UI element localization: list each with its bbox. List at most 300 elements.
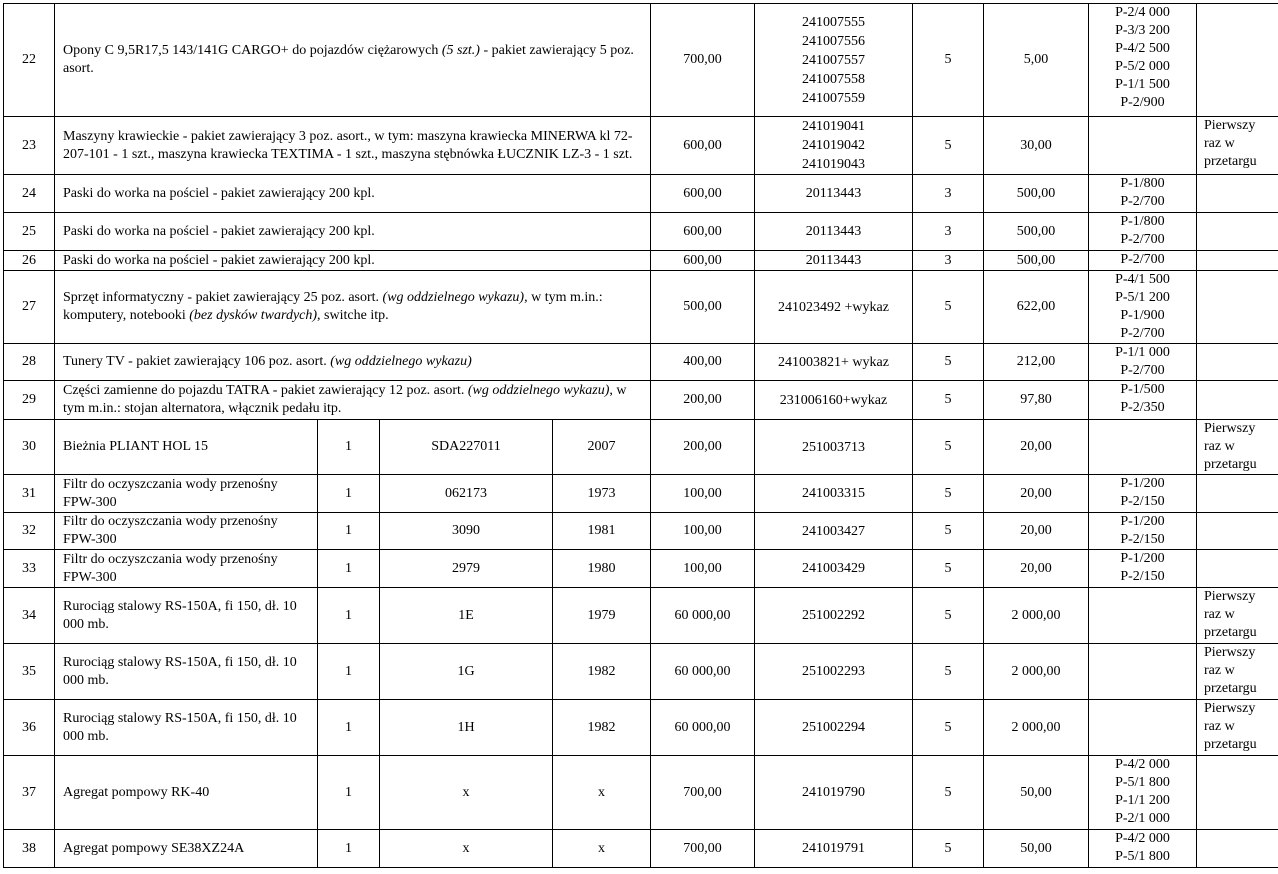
inventory-number-cell: [755, 588, 913, 644]
deposit-cell: [984, 644, 1089, 700]
table-row: [4, 175, 1278, 213]
item-number: 37: [22, 784, 36, 800]
bid-entry: P-5/1 200: [1115, 290, 1170, 305]
inventory-number-cell: [755, 513, 913, 550]
serial-number: SDA227011: [431, 439, 501, 454]
production-year-cell: [553, 550, 651, 588]
table-row: [4, 117, 1278, 175]
serial-number-cell: [380, 420, 553, 475]
category-cell: [913, 700, 984, 756]
inventory-number: 251003713: [802, 439, 865, 455]
item-number-cell: [4, 513, 55, 550]
production-year: 2007: [587, 439, 616, 454]
item-description-cell: [55, 830, 318, 868]
price-cell: [651, 4, 755, 117]
item-description: (wg oddzielnego wykazu): [330, 354, 472, 369]
production-year-cell: [553, 513, 651, 550]
item-number-cell: [4, 344, 55, 381]
item-description-cell: [55, 381, 651, 420]
item-number: 30: [22, 439, 36, 454]
category-cell: [913, 756, 984, 830]
bid-entry: P-1/800: [1120, 214, 1165, 229]
table-row: [4, 830, 1278, 868]
category-cell: [913, 550, 984, 588]
item-description-cell: [55, 588, 318, 644]
serial-number-cell: [380, 588, 553, 644]
note-text: przetargu: [1204, 625, 1257, 640]
bid-entry: P-2/350: [1120, 400, 1165, 415]
deposit: 20,00: [1020, 485, 1052, 501]
item-description: Maszyny krawieckie - pakiet zawierający 3 poz. asort., w tym: maszyna krawiecka MINERWA kl 72-207-101 - 1 szt., maszyna krawiecka TEXTIMA - 1 szt., maszyna stębnówka ŁUCZNIK LZ-3 - 1 szt.: [63, 128, 633, 162]
category-value: 5: [944, 299, 952, 314]
category-value: 3: [944, 252, 952, 268]
category-cell: [913, 513, 984, 550]
category-cell: [913, 344, 984, 381]
price-cell: [651, 475, 755, 513]
note-cell: [1197, 117, 1278, 175]
production-year-cell: [553, 588, 651, 644]
quantity-cell: [318, 756, 380, 830]
bid-entry: P-1/1 000: [1115, 345, 1170, 360]
item-description: Paski do worka na pościel - pakiet zawierający 200 kpl.: [63, 223, 375, 239]
item-description: Filtr do oczyszczania wody przenośny FPW-300: [63, 476, 278, 510]
inventory-number-cell: [755, 700, 913, 756]
deposit-cell: [984, 513, 1089, 550]
price: 600,00: [683, 185, 722, 201]
production-year: x: [598, 784, 605, 800]
item-number: 38: [22, 840, 36, 856]
item-description: Części zamienne do pojazdu TATRA - pakiet zawierający 12 poz. asort.: [63, 383, 468, 398]
item-number: 31: [22, 485, 36, 501]
item-number-cell: [4, 420, 55, 475]
inventory-number: 251002294: [802, 720, 865, 735]
bid-entry: P-2/150: [1120, 569, 1165, 584]
inventory-number-cell: [755, 213, 913, 251]
price: 600,00: [683, 137, 722, 153]
deposit: 20,00: [1020, 523, 1052, 538]
item-description-cell: [55, 117, 651, 175]
note-cell: [1197, 475, 1278, 513]
bid-entry: P-3/3 200: [1115, 23, 1170, 38]
bids-cell: [1089, 644, 1197, 700]
deposit-cell: [984, 475, 1089, 513]
price-cell: [651, 175, 755, 213]
category-value: 5: [944, 392, 952, 407]
bid-entry: P-1/200: [1120, 551, 1165, 566]
item-description-cell: [55, 475, 318, 513]
table-row: [4, 513, 1278, 550]
quantity-cell: [318, 420, 380, 475]
note-cell: [1197, 344, 1278, 381]
bid-entry: P-2/700: [1120, 232, 1165, 247]
category-cell: [913, 213, 984, 251]
item-description: Bieżnia PLIANT HOL 15: [63, 439, 209, 454]
inventory-number-cell: [755, 344, 913, 381]
inventory-number: 251002293: [802, 664, 865, 679]
item-number: 36: [22, 719, 36, 735]
item-description: , switche itp.: [317, 308, 389, 323]
table-row: [4, 251, 1278, 271]
table-row: [4, 550, 1278, 588]
inventory-number: 241019041: [802, 119, 865, 134]
quantity: 1: [345, 840, 352, 856]
item-number: 24: [22, 185, 36, 201]
category-value: 5: [944, 137, 952, 153]
quantity-cell: [318, 588, 380, 644]
bid-entry: P-2/150: [1120, 532, 1165, 547]
serial-number-cell: [380, 700, 553, 756]
inventory-number: 241003429: [802, 561, 865, 576]
deposit-cell: [984, 344, 1089, 381]
category-cell: [913, 175, 984, 213]
bid-entry: P-4/2 500: [1115, 41, 1170, 56]
inventory-number: 241023492 +wykaz: [778, 299, 889, 315]
inventory-number: 241019791: [802, 841, 865, 856]
bids-cell: [1089, 756, 1197, 830]
bids-cell: [1089, 175, 1197, 213]
item-description: Sprzęt informatyczny - pakiet zawierający 25 poz. asort.: [63, 290, 383, 305]
production-year-cell: [553, 475, 651, 513]
serial-number-cell: [380, 830, 553, 868]
item-description: Rurociąg stalowy RS-150A, fi 150, dł. 10 000 mb.: [63, 710, 297, 744]
inventory-number-cell: [755, 644, 913, 700]
bid-entry: P-1/200: [1120, 514, 1165, 529]
price: 100,00: [683, 560, 722, 576]
bid-entry: P-2/150: [1120, 494, 1165, 509]
item-number: 28: [22, 354, 36, 369]
bid-entry: P-4/2 000: [1115, 757, 1170, 772]
item-description-cell: [55, 700, 318, 756]
price-cell: [651, 271, 755, 344]
table-row: [4, 644, 1278, 700]
item-number: 26: [22, 252, 36, 268]
note-text: Pierwszy: [1204, 645, 1256, 660]
bid-entry: P-2/1 000: [1115, 811, 1170, 826]
note-text: raz w: [1204, 136, 1235, 151]
item-number: 29: [22, 392, 36, 407]
production-year: 1981: [587, 523, 616, 538]
production-year: 1982: [587, 663, 616, 679]
inventory-number: 231006160+wykaz: [779, 392, 888, 408]
deposit-cell: [984, 700, 1089, 756]
note-text: przetargu: [1204, 457, 1257, 472]
bid-entry: P-1/1 200: [1115, 793, 1170, 808]
item-description: Filtr do oczyszczania wody przenośny FPW-300: [63, 551, 278, 585]
deposit-cell: [984, 117, 1089, 175]
item-description: Agregat pompowy SE38XZ24A: [63, 840, 245, 856]
bid-entry: P-4/1 500: [1115, 272, 1170, 287]
inventory-number: 241007558: [802, 71, 865, 87]
price-cell: [651, 550, 755, 588]
deposit-cell: [984, 175, 1089, 213]
category-cell: [913, 644, 984, 700]
bids-cell: [1089, 588, 1197, 644]
quantity-cell: [318, 513, 380, 550]
table-row: [4, 475, 1278, 513]
price: 60 000,00: [674, 719, 731, 735]
category-value: 3: [944, 223, 952, 239]
category-value: 5: [944, 439, 952, 454]
table-row: [4, 344, 1278, 381]
deposit: 500,00: [1016, 185, 1056, 201]
item-number-cell: [4, 117, 55, 175]
item-number-cell: [4, 475, 55, 513]
bids-cell: [1089, 700, 1197, 756]
note-text: Pierwszy: [1204, 701, 1256, 716]
quantity: 1: [345, 523, 352, 538]
deposit: 50,00: [1020, 784, 1052, 800]
item-number-cell: [4, 550, 55, 588]
bids-cell: [1089, 271, 1197, 344]
note-cell: [1197, 213, 1278, 251]
table-row: [4, 213, 1278, 251]
bid-entry: P-2/700: [1120, 194, 1165, 209]
item-description: (wg oddzielnego wykazu): [467, 383, 610, 398]
inventory-number: 241019042: [802, 138, 865, 153]
price-cell: [651, 830, 755, 868]
item-number: 27: [22, 299, 36, 314]
price-cell: [651, 381, 755, 420]
note-cell: [1197, 550, 1278, 588]
price-cell: [651, 700, 755, 756]
serial-number: 1H: [457, 719, 475, 735]
bid-entry: P-2/700: [1120, 252, 1165, 267]
category-value: 5: [944, 52, 952, 67]
item-description: - pakiet zawierający 5 poz. asort.: [63, 43, 634, 76]
item-description: Filtr do oczyszczania wody przenośny FPW-300: [63, 514, 278, 547]
bids-cell: [1089, 513, 1197, 550]
bids-cell: [1089, 344, 1197, 381]
bid-entry: P-2/900: [1120, 95, 1165, 110]
price-cell: [651, 344, 755, 381]
bid-entry: P-5/1 800: [1115, 849, 1170, 864]
quantity: 1: [345, 607, 352, 623]
price-cell: [651, 251, 755, 271]
note-text: raz w: [1204, 439, 1235, 454]
bid-entry: P-1/1 500: [1115, 77, 1170, 92]
table-row: [4, 420, 1278, 475]
item-description: (wg oddzielnego wykazu): [382, 290, 525, 305]
item-description: Tunery TV - pakiet zawierający 106 poz. asort.: [63, 354, 331, 369]
inventory-number: 20113443: [805, 224, 862, 239]
inventory-number-cell: [755, 175, 913, 213]
price: 100,00: [683, 523, 722, 538]
note-cell: [1197, 830, 1278, 868]
deposit: 20,00: [1020, 560, 1052, 576]
inventory-number-cell: [755, 830, 913, 868]
category-cell: [913, 830, 984, 868]
item-description-cell: [55, 175, 651, 213]
auction-items-table: [3, 3, 1278, 868]
category-cell: [913, 117, 984, 175]
price: 700,00: [683, 840, 722, 856]
price-cell: [651, 644, 755, 700]
production-year: 1980: [587, 560, 616, 576]
inventory-number: 241003315: [802, 486, 865, 501]
item-description: Agregat pompowy RK-40: [63, 784, 210, 800]
deposit-cell: [984, 251, 1089, 271]
serial-number: x: [462, 784, 470, 800]
deposit-cell: [984, 213, 1089, 251]
quantity-cell: [318, 644, 380, 700]
item-description: , w tym m.in.: stojan alternatora, włącznik pedału itp.: [63, 383, 627, 416]
item-description: Paski do worka na pościel - pakiet zawierający 200 kpl.: [63, 185, 375, 201]
serial-number: x: [462, 840, 470, 856]
bid-entry: P-2/700: [1120, 326, 1165, 341]
item-number-cell: [4, 830, 55, 868]
production-year-cell: [553, 644, 651, 700]
price: 60 000,00: [674, 607, 731, 623]
note-cell: [1197, 4, 1278, 117]
note-cell: [1197, 588, 1278, 644]
category-value: 5: [944, 607, 952, 623]
item-number-cell: [4, 213, 55, 251]
quantity: 1: [345, 663, 352, 679]
bids-cell: [1089, 830, 1197, 868]
deposit: 500,00: [1016, 252, 1056, 268]
item-number-cell: [4, 271, 55, 344]
bid-entry: P-1/500: [1120, 382, 1165, 397]
item-description-cell: [55, 4, 651, 117]
table-row: [4, 381, 1278, 420]
item-description: (bez dysków twardych): [189, 308, 318, 323]
serial-number: 062173: [445, 485, 487, 501]
inventory-number-cell: [755, 550, 913, 588]
note-cell: [1197, 420, 1278, 475]
note-cell: [1197, 381, 1278, 420]
item-description-cell: [55, 644, 318, 700]
deposit-cell: [984, 271, 1089, 344]
note-text: przetargu: [1204, 154, 1257, 169]
inventory-number: 241019043: [802, 157, 865, 172]
table-row: [4, 756, 1278, 830]
item-number-cell: [4, 644, 55, 700]
bid-entry: P-5/2 000: [1115, 59, 1170, 74]
inventory-number: 241019790: [802, 785, 865, 800]
note-text: przetargu: [1204, 681, 1257, 696]
price: 700,00: [683, 784, 722, 800]
serial-number-cell: [380, 513, 553, 550]
price: 60 000,00: [674, 663, 731, 679]
quantity: 1: [345, 719, 352, 735]
item-number: 35: [22, 663, 36, 679]
note-text: raz w: [1204, 663, 1235, 678]
deposit: 30,00: [1020, 137, 1052, 153]
quantity-cell: [318, 475, 380, 513]
note-text: Pierwszy: [1204, 118, 1256, 133]
category-cell: [913, 381, 984, 420]
price: 400,00: [683, 354, 722, 369]
deposit: 2 000,00: [1011, 607, 1061, 623]
item-number: 33: [22, 560, 36, 576]
production-year: x: [598, 840, 605, 856]
category-value: 5: [944, 719, 952, 735]
production-year-cell: [553, 700, 651, 756]
quantity-cell: [318, 700, 380, 756]
note-text: raz w: [1204, 719, 1235, 734]
deposit-cell: [984, 756, 1089, 830]
inventory-number: 241003427: [802, 523, 865, 539]
serial-number-cell: [380, 475, 553, 513]
production-year: 1982: [587, 719, 616, 735]
price-cell: [651, 213, 755, 251]
inventory-number-cell: [755, 117, 913, 175]
item-description-cell: [55, 420, 318, 475]
deposit-cell: [984, 420, 1089, 475]
item-number: 22: [22, 52, 36, 67]
item-description: , w tym m.in.: komputery, notebooki: [63, 290, 603, 323]
inventory-number-cell: [755, 4, 913, 117]
deposit-cell: [984, 4, 1089, 117]
serial-number-cell: [380, 644, 553, 700]
serial-number-cell: [380, 550, 553, 588]
table-row: [4, 588, 1278, 644]
serial-number: 2979: [452, 560, 480, 576]
item-number-cell: [4, 381, 55, 420]
bids-cell: [1089, 4, 1197, 117]
price-cell: [651, 117, 755, 175]
item-number-cell: [4, 700, 55, 756]
note-text: przetargu: [1204, 737, 1257, 752]
production-year-cell: [553, 756, 651, 830]
bids-cell: [1089, 251, 1197, 271]
item-description-cell: [55, 756, 318, 830]
price: 600,00: [683, 252, 722, 268]
item-number-cell: [4, 588, 55, 644]
quantity-cell: [318, 550, 380, 588]
category-value: 5: [944, 840, 952, 856]
item-description-cell: [55, 271, 651, 344]
inventory-number-cell: [755, 475, 913, 513]
deposit: 50,00: [1020, 840, 1052, 856]
category-value: 3: [944, 185, 952, 201]
price: 100,00: [683, 485, 722, 501]
item-description-cell: [55, 513, 318, 550]
production-year: 1979: [587, 607, 616, 623]
bids-cell: [1089, 117, 1197, 175]
category-value: 5: [944, 523, 952, 538]
item-description-cell: [55, 344, 651, 381]
category-value: 5: [944, 560, 952, 576]
inventory-number-cell: [755, 251, 913, 271]
item-number-cell: [4, 4, 55, 117]
price-cell: [651, 756, 755, 830]
serial-number-cell: [380, 756, 553, 830]
quantity: 1: [345, 784, 352, 800]
note-text: raz w: [1204, 607, 1235, 622]
item-number: 25: [22, 223, 36, 239]
quantity: 1: [345, 560, 352, 576]
deposit: 97,80: [1020, 392, 1052, 407]
bid-entry: P-1/200: [1120, 476, 1165, 491]
deposit-cell: [984, 588, 1089, 644]
note-cell: [1197, 756, 1278, 830]
serial-number: 3090: [452, 523, 480, 538]
inventory-number-cell: [755, 756, 913, 830]
quantity-cell: [318, 830, 380, 868]
deposit: 20,00: [1020, 439, 1052, 454]
bids-cell: [1089, 213, 1197, 251]
quantity: 1: [345, 439, 352, 454]
deposit-cell: [984, 550, 1089, 588]
deposit-cell: [984, 830, 1089, 868]
price: 200,00: [683, 392, 722, 407]
note-cell: [1197, 175, 1278, 213]
note-text: Pierwszy: [1204, 589, 1256, 604]
inventory-number-cell: [755, 420, 913, 475]
bid-entry: P-2/700: [1120, 363, 1165, 378]
category-cell: [913, 4, 984, 117]
